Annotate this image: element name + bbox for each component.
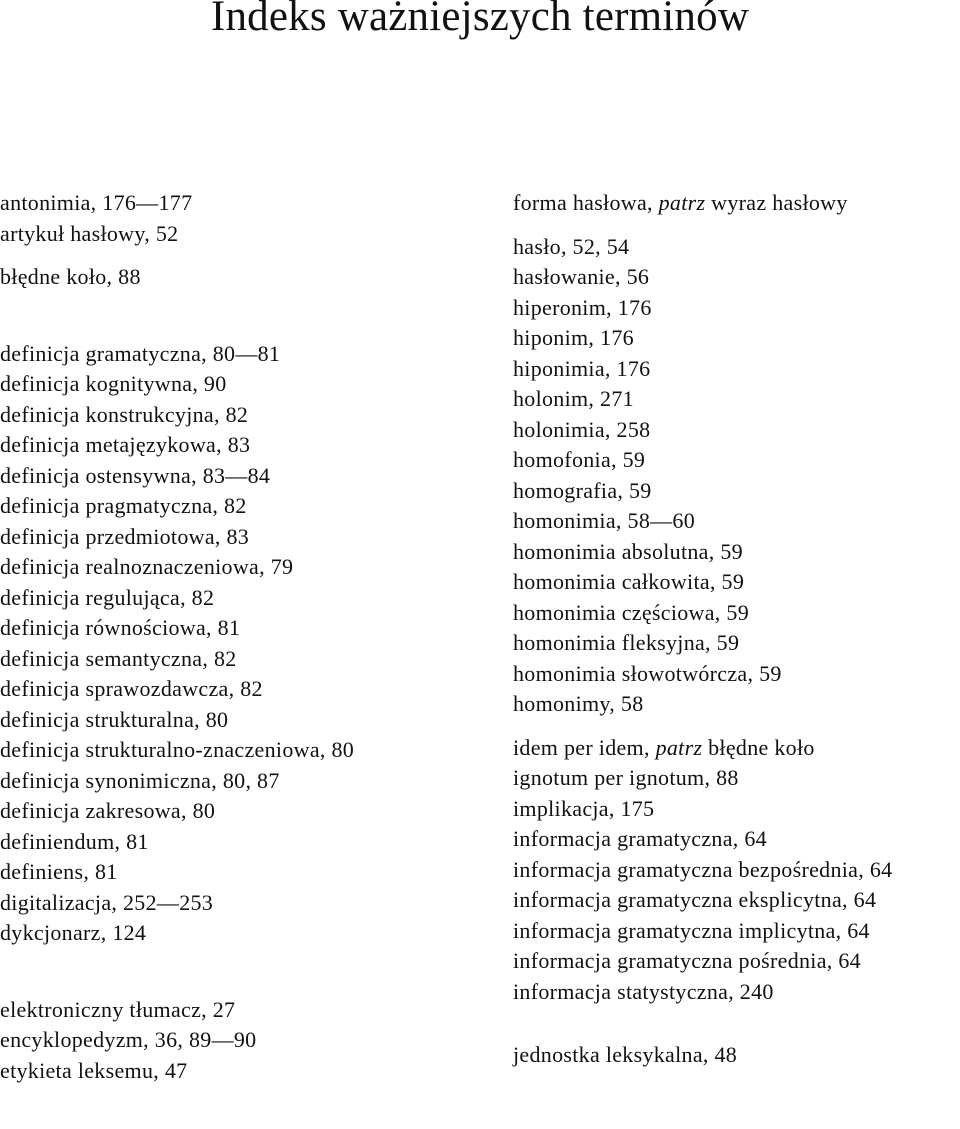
index-letter-group xyxy=(0,262,470,293)
index-entry-term: definicja strukturalna, 80 xyxy=(0,706,229,732)
index-entry-term: hiponim, 176 xyxy=(513,325,634,350)
index-entry xyxy=(0,766,470,797)
index-entry-term: informacja gramatyczna bezpośrednia, 64 xyxy=(513,856,893,882)
index-entry xyxy=(513,598,960,629)
index-entry-term: idem per idem, xyxy=(513,734,656,760)
index-entry xyxy=(0,461,470,492)
index-entry xyxy=(0,400,470,431)
cross-reference-target: błędne koło xyxy=(702,734,815,760)
index-entry xyxy=(513,262,960,293)
index-entry xyxy=(513,916,960,947)
index-entry xyxy=(0,995,470,1026)
index-entry-term: artykuł hasłowy, 52 xyxy=(0,220,179,246)
index-entry-term: holonim, 271 xyxy=(513,386,634,411)
index-entry-term: definicja pragmatyczna, 82 xyxy=(0,493,247,518)
index-entry xyxy=(513,537,960,568)
index-entry xyxy=(0,857,470,888)
index-entry xyxy=(513,415,960,446)
index-entry-term: elektroniczny tłumacz, 27 xyxy=(0,996,236,1022)
index-entry-term: definicja metajęzykowa, 83 xyxy=(0,432,251,457)
index-entry xyxy=(513,293,960,324)
index-entry-term: ignotum per ignotum, 88 xyxy=(513,765,739,790)
index-entry xyxy=(0,219,470,250)
index-entry-term: definicja ostensywna, 83—84 xyxy=(0,462,271,488)
index-entry xyxy=(513,733,960,764)
index-entry-term: informacja gramatyczna, 64 xyxy=(513,826,767,851)
index-entry xyxy=(513,885,960,916)
index-entry-term: forma hasłowa, xyxy=(513,190,659,215)
index-entry-term: homonimia fleksyjna, 59 xyxy=(513,630,740,655)
index-entry-term: błędne koło, 88 xyxy=(0,264,141,289)
index-column-left xyxy=(0,188,470,1086)
index-entry-term: informacja gramatyczna eksplicytna, 64 xyxy=(513,887,877,912)
index-entry xyxy=(0,918,470,949)
index-entry-term: hasłowanie, 56 xyxy=(513,264,650,289)
index-entry-term: informacja statystyczna, 240 xyxy=(513,978,774,1004)
index-entry xyxy=(513,354,960,385)
index-entry-term: homografia, 59 xyxy=(513,477,652,503)
index-entry xyxy=(0,430,470,461)
index-entry-term: hiperonim, 176 xyxy=(513,294,652,320)
index-entry-term: definicja semantyczna, 82 xyxy=(0,645,237,671)
index-entry-term: digitalizacja, 252—253 xyxy=(0,889,214,915)
index-entry-term: homonimia częściowa, 59 xyxy=(513,599,749,625)
index-entry xyxy=(513,824,960,855)
index-entry-term: etykieta leksemu, 47 xyxy=(0,1057,188,1083)
index-entry xyxy=(513,628,960,659)
index-entry-term: homofonia, 59 xyxy=(513,447,646,472)
index-entry xyxy=(0,613,470,644)
index-entry-term: homonimy, 58 xyxy=(513,691,644,716)
index-entry xyxy=(513,188,960,219)
index-entry xyxy=(513,763,960,794)
index-entry-term: definicja kognitywna, 90 xyxy=(0,371,227,396)
index-entry xyxy=(0,827,470,858)
index-entry xyxy=(513,384,960,415)
index-entry xyxy=(0,1056,470,1087)
index-entry-term: definicja regulująca, 82 xyxy=(0,584,215,610)
index-entry-term: informacja gramatyczna pośrednia, 64 xyxy=(513,948,861,973)
index-letter-group xyxy=(0,339,470,949)
index-entry-term: definicja zakresowa, 80 xyxy=(0,798,216,823)
index-entry-term: holonimia, 258 xyxy=(513,416,651,442)
index-entry xyxy=(0,491,470,522)
index-entry xyxy=(0,552,470,583)
index-entry xyxy=(0,262,470,293)
index-entry xyxy=(513,1040,960,1071)
index-entry xyxy=(0,888,470,919)
index-entry xyxy=(513,567,960,598)
index-letter-group xyxy=(513,232,960,720)
index-entry-term: definicja strukturalno-znaczeniowa, 80 xyxy=(0,737,355,762)
index-entry xyxy=(513,659,960,690)
index-entry-term: hiponimia, 176 xyxy=(513,355,651,381)
index-entry xyxy=(513,977,960,1008)
index-entry-term: definicja synonimiczna, 80, 87 xyxy=(0,767,280,793)
cross-reference-target: wyraz hasłowy xyxy=(705,190,848,215)
index-entry xyxy=(0,339,470,370)
index-entry-term: encyklopedyzm, 36, 89—90 xyxy=(0,1027,257,1052)
index-entry xyxy=(0,644,470,675)
index-entry xyxy=(0,188,470,219)
index-entry xyxy=(0,1025,470,1056)
index-entry-term: homonimia słowotwórcza, 59 xyxy=(513,660,782,686)
index-entry-term: hasło, 52, 54 xyxy=(513,233,630,259)
index-entry xyxy=(0,674,470,705)
index-entry-term: definiens, 81 xyxy=(0,859,118,884)
index-entry xyxy=(513,323,960,354)
index-entry-term: homonimia całkowita, 59 xyxy=(513,569,745,594)
index-entry xyxy=(513,794,960,825)
index-entry-term: definiendum, 81 xyxy=(0,828,149,854)
index-entry-term: homonimia, 58—60 xyxy=(513,508,696,533)
index-entry xyxy=(513,232,960,263)
index-letter-group xyxy=(0,995,470,1087)
index-entry xyxy=(0,705,470,736)
index-entry-term: dykcjonarz, 124 xyxy=(0,920,147,945)
index-entry xyxy=(0,796,470,827)
index-entry xyxy=(513,855,960,886)
index-entry-term: definicja konstrukcyjna, 82 xyxy=(0,401,249,427)
index-entry-term: definicja równościowa, 81 xyxy=(0,615,241,640)
cross-reference-marker: patrz xyxy=(658,190,706,215)
index-entry-term: definicja realnoznaczeniowa, 79 xyxy=(0,554,294,579)
index-entry-term: informacja gramatyczna implicytna, 64 xyxy=(513,917,870,943)
index-entry-term: definicja przedmiotowa, 83 xyxy=(0,523,250,549)
index-letter-group xyxy=(513,188,960,219)
index-entry-term: definicja gramatyczna, 80—81 xyxy=(0,340,281,366)
page-title: Indeks ważniejszych terminów xyxy=(210,0,750,40)
cross-reference-marker: patrz xyxy=(655,734,703,760)
index-entry-term: antonimia, 176—177 xyxy=(0,190,193,215)
index-entry-term: definicja sprawozdawcza, 82 xyxy=(0,676,263,701)
index-entry xyxy=(0,369,470,400)
index-entry xyxy=(0,735,470,766)
index-entry xyxy=(513,946,960,977)
index-entry xyxy=(513,476,960,507)
index-entry xyxy=(513,689,960,720)
index-entry xyxy=(513,506,960,537)
index-column-right xyxy=(513,188,960,1071)
index-entry xyxy=(0,583,470,614)
index-entry xyxy=(513,445,960,476)
index-letter-group xyxy=(0,188,470,249)
index-entry-term: implikacja, 175 xyxy=(513,795,655,821)
index-entry-term: jednostka leksykalna, 48 xyxy=(513,1042,738,1067)
index-letter-group xyxy=(513,1040,960,1071)
index-entry xyxy=(0,522,470,553)
index-letter-group xyxy=(513,733,960,1008)
index-entry-term: homonimia absolutna, 59 xyxy=(513,538,743,564)
